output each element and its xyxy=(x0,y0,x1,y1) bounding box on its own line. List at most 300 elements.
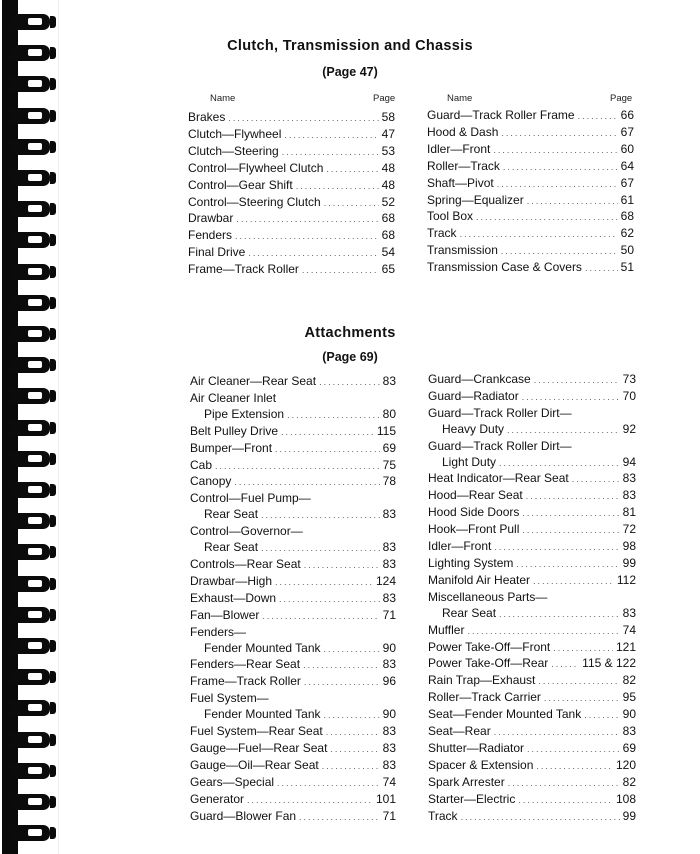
leader-dots xyxy=(228,111,378,127)
entry-name: Hood & Dash xyxy=(427,124,499,139)
entry-name: Final Drive xyxy=(188,245,246,260)
index-entry xyxy=(188,127,395,144)
entry-page-number: 112 xyxy=(616,572,636,587)
entry-name: Controls—Rear Seat xyxy=(190,556,301,571)
entry-name: Frame—Track Roller xyxy=(190,674,301,689)
leader-dots xyxy=(553,641,613,657)
entry-name: Fenders— xyxy=(190,624,247,639)
entry-name: Spring—Equalizer xyxy=(427,192,524,207)
index-entry xyxy=(427,209,634,226)
binding-ring xyxy=(10,607,56,623)
index-entry xyxy=(427,176,634,193)
entry-page-number: 90 xyxy=(382,707,396,722)
entry-name: Track xyxy=(427,226,457,241)
index-entry xyxy=(428,673,636,690)
leader-dots xyxy=(494,725,620,741)
entry-page-number: 61 xyxy=(620,192,634,207)
entry-name: Spacer & Extension xyxy=(428,757,534,772)
index-entry xyxy=(428,505,636,522)
column-header-page-left: Page xyxy=(373,93,396,104)
index-entry xyxy=(428,389,636,406)
index-entry xyxy=(428,488,636,505)
entry-name: Roller—Track Carrier xyxy=(428,690,541,705)
entry-name: Hood—Rear Seat xyxy=(428,488,523,503)
entry-page-number: 73 xyxy=(622,372,636,386)
leader-dots xyxy=(261,508,380,524)
entry-name: Rear Seat xyxy=(204,540,259,555)
index-entry xyxy=(428,623,636,640)
leader-dots xyxy=(281,425,374,441)
entry-name: Manifold Air Heater xyxy=(428,572,531,587)
chassis-index-right-column xyxy=(427,108,634,277)
leader-dots xyxy=(234,475,379,491)
chassis-index-left-column xyxy=(188,110,395,279)
index-entry xyxy=(190,792,396,809)
index-entry xyxy=(190,374,396,391)
entry-name: Rain Trap—Exhaust xyxy=(428,673,536,688)
entry-page-number: 108 xyxy=(615,791,636,806)
leader-dots xyxy=(527,194,618,210)
binding-ring xyxy=(10,232,56,248)
entry-page-number: 68 xyxy=(381,228,395,243)
entry-page-number: 83 xyxy=(382,507,396,522)
binding-ring xyxy=(10,513,56,529)
entry-name: Transmission Case & Covers xyxy=(427,260,582,275)
entry-name: Control—Gear Shift xyxy=(188,177,293,192)
leader-dots xyxy=(282,145,379,161)
index-entry xyxy=(188,110,395,127)
entry-name: Gauge—Oil—Rear Seat xyxy=(190,757,319,772)
index-entry xyxy=(428,707,636,724)
entry-page-number: 83 xyxy=(622,605,636,620)
entry-page-number: 83 xyxy=(382,556,396,571)
entry-name: Guard—Track Roller Dirt— xyxy=(428,405,572,420)
entry-name: Frame—Track Roller xyxy=(188,262,299,277)
index-entry xyxy=(427,193,634,210)
entry-page-number: 66 xyxy=(620,108,634,122)
entry-name: Guard—Track Roller Dirt— xyxy=(428,438,572,453)
entry-page-number: 120 xyxy=(615,757,636,772)
leader-dots xyxy=(304,675,380,691)
entry-page-number: 74 xyxy=(382,774,396,789)
entry-page-number: 48 xyxy=(381,160,395,175)
entry-name: Fender Mounted Tank xyxy=(204,707,321,722)
index-entry xyxy=(428,690,636,707)
entry-name: Control—Flywheel Clutch xyxy=(188,160,324,175)
entry-page-number: 71 xyxy=(382,607,396,622)
index-entry xyxy=(190,691,396,707)
entry-page-number: 115 & 122 xyxy=(582,656,636,671)
entry-name: Fan—Blower xyxy=(190,607,260,622)
index-entry xyxy=(188,195,395,212)
binding-ring xyxy=(10,420,56,436)
binding-ring xyxy=(10,638,56,654)
entry-name: Rear Seat xyxy=(442,605,497,620)
entry-page-number: 83 xyxy=(382,740,396,755)
leader-dots xyxy=(578,109,618,125)
leader-dots xyxy=(585,261,618,277)
index-entry xyxy=(190,591,396,608)
leader-dots xyxy=(319,375,380,391)
index-entry xyxy=(427,125,634,142)
binding-ring xyxy=(10,825,56,841)
index-entry xyxy=(428,522,636,539)
entry-name: Control—Steering Clutch xyxy=(188,194,321,209)
index-entry xyxy=(428,656,636,673)
leader-dots xyxy=(275,442,380,458)
index-entry xyxy=(190,424,396,441)
entry-page-number: 83 xyxy=(382,757,396,772)
leader-dots xyxy=(330,742,379,758)
entry-page-number: 82 xyxy=(622,774,636,789)
leader-dots xyxy=(287,408,380,424)
leader-dots xyxy=(522,523,619,539)
section-title-chassis: Clutch, Transmission and Chassis xyxy=(227,38,473,54)
index-entry xyxy=(190,641,396,658)
entry-name: Belt Pulley Drive xyxy=(190,423,279,438)
index-entry xyxy=(428,758,636,775)
entry-page-number: 101 xyxy=(375,791,396,806)
entry-name: Power Take-Off—Rear xyxy=(428,656,549,671)
entry-name: Exhaust—Down xyxy=(190,590,277,605)
entry-page-number: 67 xyxy=(620,175,634,190)
leader-dots xyxy=(460,227,618,243)
entry-name: Bumper—Front xyxy=(190,440,273,455)
entry-name: Tool Box xyxy=(427,209,474,224)
entry-name: Control—Fuel Pump— xyxy=(190,491,311,506)
index-entry xyxy=(190,809,396,826)
index-entry xyxy=(188,144,395,161)
binding-ring xyxy=(10,201,56,217)
entry-name: Seat—Rear xyxy=(428,724,491,739)
entry-page-number: 52 xyxy=(381,194,395,209)
entry-name: Fenders xyxy=(188,228,233,243)
index-entry xyxy=(428,556,636,573)
binding-ring xyxy=(10,732,56,748)
leader-dots xyxy=(215,459,380,475)
leader-dots xyxy=(461,810,620,826)
binding-ring xyxy=(10,544,56,560)
leader-dots xyxy=(501,126,617,142)
entry-name: Light Duty xyxy=(442,454,497,469)
binding-ring xyxy=(10,451,56,467)
leader-dots xyxy=(494,540,619,556)
leader-dots xyxy=(467,624,619,640)
entry-page-number: 48 xyxy=(381,177,395,192)
spiral-binding xyxy=(0,0,58,854)
binding-ring xyxy=(10,482,56,498)
entry-name: Hood Side Doors xyxy=(428,505,520,520)
entry-page-number: 83 xyxy=(622,471,636,486)
entry-page-number: 90 xyxy=(622,707,636,722)
leader-dots xyxy=(324,642,380,658)
entry-name: Fuel System—Rear Seat xyxy=(190,724,323,739)
index-entry xyxy=(427,226,634,243)
entry-page-number: 83 xyxy=(382,374,396,388)
index-entry xyxy=(190,507,396,524)
leader-dots xyxy=(551,657,579,673)
entry-page-number: 78 xyxy=(382,474,396,489)
leader-dots xyxy=(476,210,618,226)
leader-dots xyxy=(501,244,618,260)
index-entry xyxy=(190,407,396,424)
leader-dots xyxy=(522,390,620,406)
index-entry xyxy=(428,439,636,455)
entry-page-number: 99 xyxy=(622,808,636,823)
index-entry xyxy=(428,372,636,389)
entry-page-number: 75 xyxy=(382,457,396,472)
entry-name: Guard—Radiator xyxy=(428,388,519,403)
entry-page-number: 68 xyxy=(620,209,634,224)
index-entry xyxy=(427,260,634,277)
entry-page-number: 83 xyxy=(622,724,636,739)
entry-page-number: 47 xyxy=(381,126,395,141)
entry-page-number: 68 xyxy=(381,211,395,226)
section-page-ref-chassis: (Page 47) xyxy=(322,65,378,79)
column-header-name-right: Name xyxy=(447,93,473,104)
entry-name: Drawbar xyxy=(188,211,234,226)
leader-dots xyxy=(303,658,380,674)
entry-page-number: 70 xyxy=(622,388,636,403)
entry-page-number: 83 xyxy=(382,724,396,739)
index-entry xyxy=(190,391,396,407)
index-entry xyxy=(428,724,636,741)
leader-dots xyxy=(518,793,613,809)
binding-ring xyxy=(10,14,56,30)
entry-name: Rear Seat xyxy=(204,507,259,522)
binding-ring xyxy=(10,576,56,592)
entry-name: Heavy Duty xyxy=(442,421,505,436)
index-entry xyxy=(190,574,396,591)
leader-dots xyxy=(493,143,617,159)
entry-name: Starter—Electric xyxy=(428,791,516,806)
entry-page-number: 81 xyxy=(622,505,636,520)
entry-name: Pipe Extension xyxy=(204,406,285,421)
index-entry xyxy=(428,471,636,488)
leader-dots xyxy=(572,472,620,488)
entry-page-number: 82 xyxy=(622,673,636,688)
page-edge xyxy=(58,0,59,854)
entry-page-number: 54 xyxy=(381,245,395,260)
index-entry xyxy=(428,640,636,657)
index-entry xyxy=(188,228,395,245)
entry-name: Shutter—Radiator xyxy=(428,740,525,755)
entry-page-number: 94 xyxy=(622,454,636,469)
index-entry xyxy=(188,178,395,195)
leader-dots xyxy=(507,423,620,439)
entry-page-number: 83 xyxy=(622,488,636,503)
column-header-name-left: Name xyxy=(210,93,236,104)
entry-name: Guard—Crankcase xyxy=(428,372,531,386)
entry-page-number: 51 xyxy=(620,260,634,275)
leader-dots xyxy=(544,691,620,707)
index-entry xyxy=(190,657,396,674)
entry-name: Hook—Front Pull xyxy=(428,522,520,537)
leader-dots xyxy=(533,574,614,590)
entry-page-number: 69 xyxy=(382,440,396,455)
index-entry xyxy=(428,775,636,792)
index-entry xyxy=(190,625,396,641)
index-entry xyxy=(188,211,395,228)
leader-dots xyxy=(499,456,620,472)
index-entry xyxy=(190,775,396,792)
index-entry xyxy=(428,422,636,439)
entry-page-number: 83 xyxy=(382,657,396,672)
attachments-index-right-column xyxy=(428,372,636,825)
entry-page-number: 115 xyxy=(376,423,396,438)
leader-dots xyxy=(302,263,379,279)
leader-dots xyxy=(262,609,379,625)
index-entry xyxy=(428,606,636,623)
leader-dots xyxy=(497,177,618,193)
leader-dots xyxy=(503,160,618,176)
attachments-index-left-column xyxy=(190,374,396,825)
leader-dots xyxy=(236,212,378,228)
index-entry xyxy=(190,458,396,475)
leader-dots xyxy=(538,674,619,690)
entry-name: Guard—Blower Fan xyxy=(190,808,297,823)
entry-name: Brakes xyxy=(188,110,226,124)
leader-dots xyxy=(261,541,380,557)
index-entry xyxy=(190,724,396,741)
index-entry xyxy=(427,159,634,176)
index-entry xyxy=(428,573,636,590)
leader-dots xyxy=(324,708,380,724)
index-entry xyxy=(428,539,636,556)
index-entry xyxy=(427,243,634,260)
entry-page-number: 80 xyxy=(382,406,396,421)
leader-dots xyxy=(584,708,619,724)
entry-name: Fender Mounted Tank xyxy=(204,640,321,655)
leader-dots xyxy=(499,607,620,623)
index-entry xyxy=(190,557,396,574)
index-entry xyxy=(190,441,396,458)
index-entry xyxy=(190,674,396,691)
entry-page-number: 74 xyxy=(622,622,636,637)
leader-dots xyxy=(522,506,619,522)
index-entry xyxy=(190,491,396,507)
leader-dots xyxy=(324,196,379,212)
entry-name: Drawbar—High xyxy=(190,573,273,588)
binding-ring xyxy=(10,139,56,155)
entry-page-number: 50 xyxy=(620,243,634,258)
index-entry xyxy=(428,590,636,606)
entry-name: Guard—Track Roller Frame xyxy=(427,108,575,122)
entry-name: Fuel System— xyxy=(190,691,269,706)
leader-dots xyxy=(248,246,378,262)
index-entry xyxy=(428,792,636,809)
leader-dots xyxy=(508,776,620,792)
entry-page-number: 64 xyxy=(620,158,634,173)
binding-ring xyxy=(10,794,56,810)
section-title-attachments: Attachments xyxy=(304,325,396,341)
entry-name: Air Cleaner—Rear Seat xyxy=(190,374,317,388)
leader-dots xyxy=(284,128,378,144)
entry-name: Clutch—Flywheel xyxy=(188,126,282,141)
entry-name: Lighting System xyxy=(428,555,514,570)
entry-page-number: 92 xyxy=(622,421,636,436)
index-entry xyxy=(190,524,396,540)
entry-page-number: 60 xyxy=(620,141,634,156)
binding-ring xyxy=(10,295,56,311)
index-entry xyxy=(190,474,396,491)
leader-dots xyxy=(516,557,619,573)
entry-name: Control—Governor— xyxy=(190,524,303,539)
entry-name: Power Take-Off—Front xyxy=(428,639,551,654)
binding-ring xyxy=(10,170,56,186)
entry-page-number: 83 xyxy=(382,540,396,555)
entry-name: Roller—Track xyxy=(427,158,500,173)
index-entry xyxy=(428,741,636,758)
entry-name: Heat Indicator—Rear Seat xyxy=(428,471,569,486)
entry-name: Generator xyxy=(190,791,245,806)
entry-page-number: 69 xyxy=(622,740,636,755)
index-entry xyxy=(190,758,396,775)
leader-dots xyxy=(526,489,620,505)
leader-dots xyxy=(247,793,373,809)
index-entry xyxy=(190,707,396,724)
entry-page-number: 90 xyxy=(382,640,396,655)
entry-page-number: 95 xyxy=(622,690,636,705)
entry-name: Air Cleaner Inlet xyxy=(190,390,277,405)
entry-name: Cab xyxy=(190,457,213,472)
index-entry xyxy=(428,455,636,472)
entry-name: Miscellaneous Parts— xyxy=(428,589,548,604)
entry-name: Gauge—Fuel—Rear Seat xyxy=(190,740,328,755)
entry-page-number: 65 xyxy=(381,262,395,277)
entry-page-number: 53 xyxy=(381,143,395,158)
entry-name: Idler—Front xyxy=(428,539,492,554)
binding-ring xyxy=(10,388,56,404)
leader-dots xyxy=(235,229,379,245)
binding-ring xyxy=(10,108,56,124)
binding-ring xyxy=(10,763,56,779)
leader-dots xyxy=(279,592,380,608)
entry-name: Spark Arrester xyxy=(428,774,505,789)
index-entry xyxy=(428,406,636,422)
entry-name: Shaft—Pivot xyxy=(427,175,494,190)
leader-dots xyxy=(322,759,380,775)
leader-dots xyxy=(304,558,380,574)
entry-name: Canopy xyxy=(190,474,232,489)
index-entry xyxy=(427,108,634,125)
entry-page-number: 71 xyxy=(382,808,396,823)
entry-page-number: 72 xyxy=(622,522,636,537)
leader-dots xyxy=(527,742,620,758)
index-entry xyxy=(188,262,395,279)
leader-dots xyxy=(534,373,620,389)
entry-page-number: 58 xyxy=(381,110,395,124)
entry-name: Gears—Special xyxy=(190,774,275,789)
index-entry xyxy=(427,142,634,159)
section-page-ref-attachments: (Page 69) xyxy=(322,350,378,364)
binding-ring xyxy=(10,669,56,685)
leader-dots xyxy=(326,162,378,178)
binding-ring xyxy=(10,700,56,716)
index-entry xyxy=(190,608,396,625)
entry-name: Transmission xyxy=(427,243,498,258)
leader-dots xyxy=(296,179,379,195)
leader-dots xyxy=(536,759,613,775)
entry-name: Idler—Front xyxy=(427,141,491,156)
entry-page-number: 96 xyxy=(382,674,396,689)
leader-dots xyxy=(277,776,380,792)
column-header-page-right: Page xyxy=(610,93,633,104)
entry-page-number: 83 xyxy=(382,590,396,605)
entry-page-number: 121 xyxy=(615,639,636,654)
index-entry xyxy=(188,245,395,262)
entry-page-number: 99 xyxy=(622,555,636,570)
